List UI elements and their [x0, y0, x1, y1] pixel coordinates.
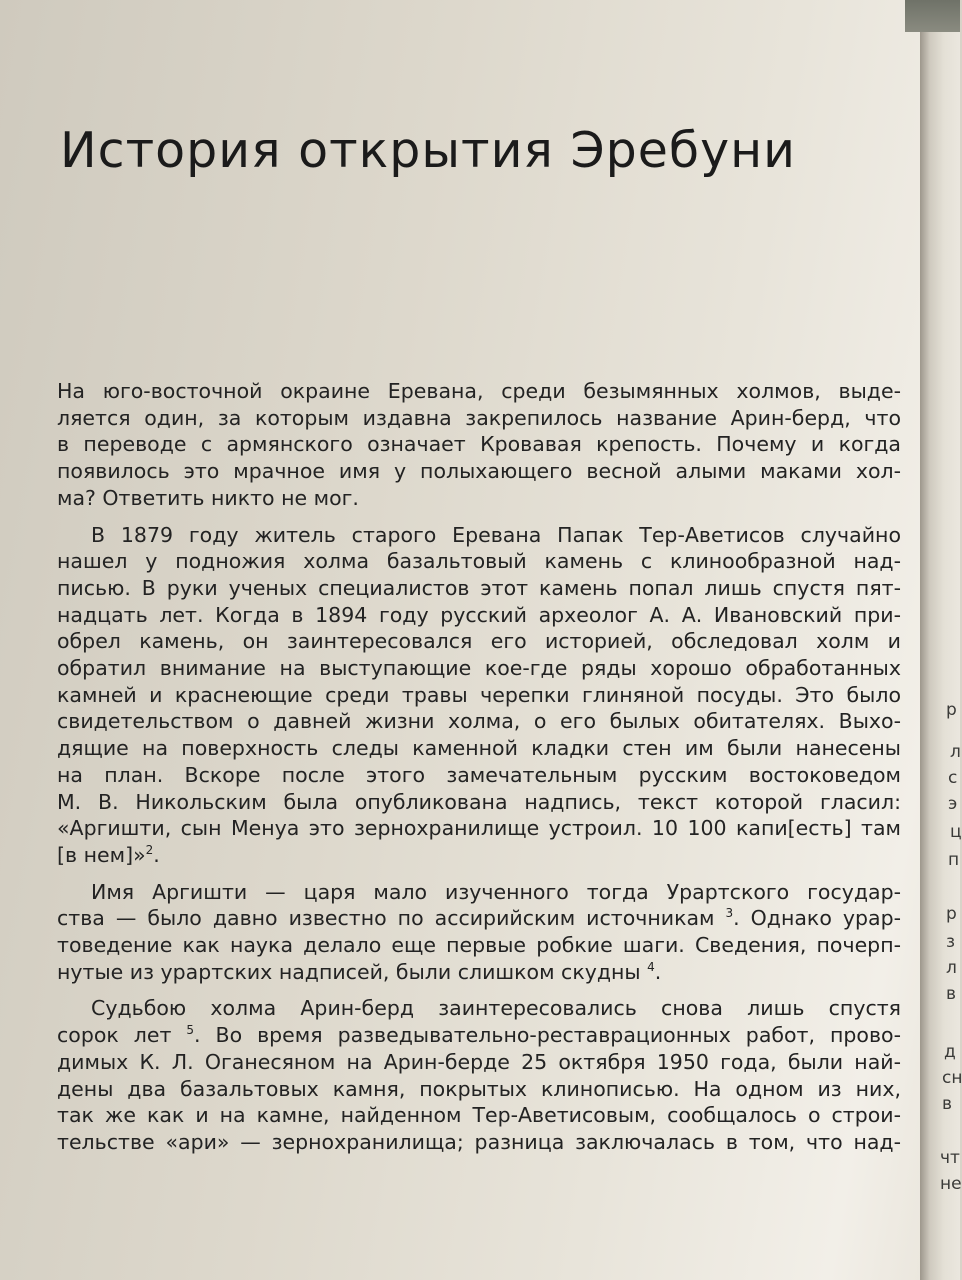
text-line: камней и краснеющие среди травы черепки глиняной посуды. Это было — [57, 682, 901, 707]
text-segment: . Однако урар- — [733, 906, 901, 931]
text-line: В 1879 году житель старого Еревана Папак Тер-Аветисов случайно — [91, 522, 901, 547]
text-line — [57, 842, 901, 869]
text-line: товедение как наука делало еще первые робкие шаги. Сведения, почерп- — [57, 933, 901, 958]
margin-fragment: сн — [942, 1068, 962, 1088]
text-line: На юго-восточной окраине Еревана, среди безымянных холмов, выде- — [57, 379, 901, 403]
text-line: ляется один, за которым издавна закрепилось название Арин-берд, что — [57, 405, 901, 430]
margin-fragment: д — [944, 1042, 956, 1062]
text-line: появилось это мрачное имя у полыхающего весной алыми маками хол- — [57, 459, 901, 484]
margin-fragment: с — [948, 768, 958, 788]
footnote-ref[interactable]: 4 — [647, 959, 655, 974]
text-segment: ства — было давно известно по ассирийским источникам — [57, 906, 715, 931]
adjacent-page-edge — [920, 0, 960, 1280]
text-line: дены два базальтовых камня, покрытых клинописью. На одном из них, — [57, 1076, 901, 1101]
text-line: обрел камень, он заинтересовался его историей, обследовал холм и — [57, 629, 901, 654]
text-line: дящие на поверхность следы каменной кладки стен им были нанесены — [57, 736, 901, 761]
text-segment: . — [153, 842, 160, 867]
text-segment: нутые из урартских надписей, были слишком скудны — [57, 959, 641, 984]
margin-fragment: п — [948, 850, 960, 870]
page-title: История открытия Эребуни — [60, 122, 797, 179]
body-text — [57, 378, 901, 1166]
text-line: димых К. Л. Оганесяном на Арин-берде 25 октября 1950 года, были най- — [57, 1049, 901, 1074]
text-line: нашел у подножия холма базальтовый камень с клинообразной над- — [57, 549, 901, 574]
margin-fragment: чт — [940, 1148, 960, 1168]
paragraph-3 — [57, 879, 901, 986]
margin-fragment: р — [946, 700, 957, 720]
text-line: ма? Ответить никто не мог. — [57, 485, 359, 510]
text-line — [57, 905, 901, 932]
margin-fragment: з — [946, 932, 956, 952]
margin-fragment: не — [940, 1174, 962, 1194]
text-line — [57, 959, 901, 986]
background-corner — [905, 0, 960, 32]
margin-fragment: в — [946, 984, 957, 1004]
text-line: обратил внимание на выступающие кое-где ряды хорошо обработанных — [57, 656, 901, 681]
margin-fragment: в — [942, 1094, 953, 1114]
margin-fragment: л — [950, 742, 961, 762]
text-line: надцать лет. Когда в 1894 году русский археолог А. А. Ивановский при- — [57, 602, 901, 627]
text-line: писью. В руки ученых специалистов этот камень попал лишь спустя пят- — [57, 575, 901, 600]
margin-fragment: л — [946, 958, 957, 978]
text-line: М. В. Никольским была опубликована надпись, текст которой гласил: — [57, 789, 901, 814]
footnote-ref[interactable]: 5 — [186, 1023, 195, 1038]
paragraph-2 — [57, 522, 901, 869]
footnote-ref[interactable]: 2 — [145, 843, 154, 858]
text-line: «Аргишти, сын Менуа это зернохранилище устроил. 10 100 капи[есть] там — [57, 816, 901, 841]
text-line — [57, 1022, 901, 1049]
text-segment: сорок лет — [57, 1023, 172, 1048]
text-segment: [в нем]» — [57, 842, 146, 867]
text-line: Имя Аргишти — царя мало изученного тогда Урартского государ- — [91, 879, 901, 904]
text-line: тельстве «ари» — зернохранилища; разница заключалась в том, что над- — [57, 1129, 901, 1154]
text-line: Судьбою холма Арин-берд заинтересовались снова лишь спустя — [91, 996, 901, 1021]
text-segment: . Во время разведывательно-реставрационных работ, прово- — [194, 1023, 901, 1048]
text-line: свидетельством о давней жизни холма, о его былых обитателях. Выхо- — [57, 709, 901, 734]
text-line: в переводе с армянского означает Кровавая крепость. Почему и когда — [57, 432, 901, 457]
paragraph-1 — [57, 378, 901, 512]
text-line: так же как и на камне, найденном Тер-Аветисовым, сообщалось о строи- — [57, 1103, 901, 1128]
footnote-ref[interactable]: 3 — [725, 906, 734, 921]
text-line: на план. Вскоре после этого замечательным русским востоковедом — [57, 762, 901, 787]
margin-fragment: р — [946, 904, 957, 924]
paragraph-4 — [57, 995, 901, 1155]
text-segment: . — [654, 959, 662, 984]
margin-fragment: э — [948, 794, 958, 814]
margin-fragment: ц — [950, 822, 962, 842]
